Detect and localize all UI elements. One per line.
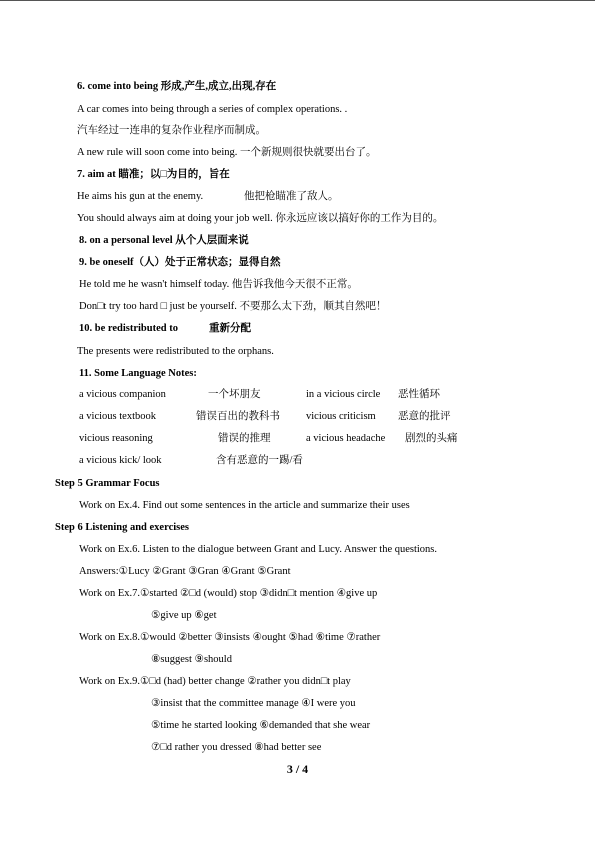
item-6-example-2: A new rule will soon come into being. 一个新规则很快就要出台了。 [77, 147, 377, 158]
ex9-line-1: Work on Ex.9.①□d (had) better change ②rather you didn□t play [79, 676, 351, 687]
note-cell: 剧烈的头痛 [405, 433, 458, 444]
note-cell: 含有恶意的一踢/看 [216, 455, 303, 466]
ex9-line-4: ⑦□d rather you dressed ⑧had better see [151, 742, 322, 753]
item-6-example-zh: 汽车经过一连串的复杂作业程序而制成。 [77, 125, 266, 136]
item-7-example-en: He aims his gun at the enemy. [77, 191, 204, 202]
note-cell: 错误百出的教科书 [196, 411, 280, 422]
note-cell: a vicious textbook [79, 411, 156, 422]
ex8-line-1: Work on Ex.8.①would ②better ③insists ④ought ⑤had ⑥time ⑦rather [79, 632, 381, 643]
item-11-heading: 11. Some Language Notes: [79, 368, 197, 379]
item-6-heading: 6. come into being 形成,产生,成立,出现,存在 [77, 81, 277, 92]
note-cell: vicious reasoning [79, 433, 153, 444]
note-cell: a vicious kick/ look [79, 455, 162, 466]
step-6-line-1: Work on Ex.6. Listen to the dialogue between Grant and Lucy. Answer the questions. [79, 544, 438, 555]
note-cell: 恶性循环 [398, 389, 440, 400]
item-9-heading: 9. be oneself（人）处于正常状态；显得自然 [79, 257, 281, 268]
item-6-example-en: A car comes into being through a series of complex operations. . [77, 104, 348, 115]
page-number: 3 / 4 [286, 762, 309, 776]
step-5-line: Work on Ex.4. Find out some sentences in the article and summarize their uses [79, 500, 410, 511]
item-7-heading: 7. aim at 瞄准；以□为目的，旨在 [77, 169, 230, 180]
ex8-line-2: ⑧suggest ⑨should [151, 654, 232, 665]
note-cell: in a vicious circle [306, 389, 381, 400]
item-8-heading: 8. on a personal level 从个人层面来说 [79, 235, 249, 246]
step-6-answers: Answers:①Lucy ②Grant ③Gran ④Grant ⑤Grant [79, 566, 291, 577]
step-5-heading: Step 5 Grammar Focus [55, 478, 160, 489]
top-border-line [0, 0, 595, 1]
item-7-example-zh: 他把枪瞄准了敌人。 [244, 191, 339, 202]
note-cell: a vicious companion [79, 389, 166, 400]
item-10-example: The presents were redistributed to the orphans. [77, 346, 274, 357]
ex9-line-3: ⑤time he started looking ⑥demanded that she wear [151, 720, 371, 731]
item-9-example-2: Don□t try too hard □ just be yourself. 不要那么太下劲，顺其自然吧！ [79, 301, 387, 312]
note-cell: 恶意的批评 [398, 411, 451, 422]
item-9-example-1: He told me he wasn't himself today. 他告诉我他今天很不正常。 [79, 279, 358, 290]
item-10-heading-zh: 重新分配 [209, 323, 251, 334]
step-6-heading: Step 6 Listening and exercises [55, 522, 189, 533]
ex9-line-2: ③insist that the committee manage ④I were you [151, 698, 356, 709]
note-cell: 错误的推理 [218, 433, 271, 444]
ex7-line-1: Work on Ex.7.①started ②□d (would) stop ③didn□t mention ④give up [79, 588, 378, 599]
item-10-heading: 10. be redistributed to [79, 323, 178, 334]
item-7-example-2: You should always aim at doing your job well. 你永远应该以搞好你的工作为目的。 [77, 213, 444, 224]
note-cell: a vicious headache [306, 433, 386, 444]
note-cell: 一个坏朋友 [208, 389, 261, 400]
ex7-line-2: ⑤give up ⑥get [151, 610, 217, 621]
note-cell: vicious criticism [306, 411, 376, 422]
